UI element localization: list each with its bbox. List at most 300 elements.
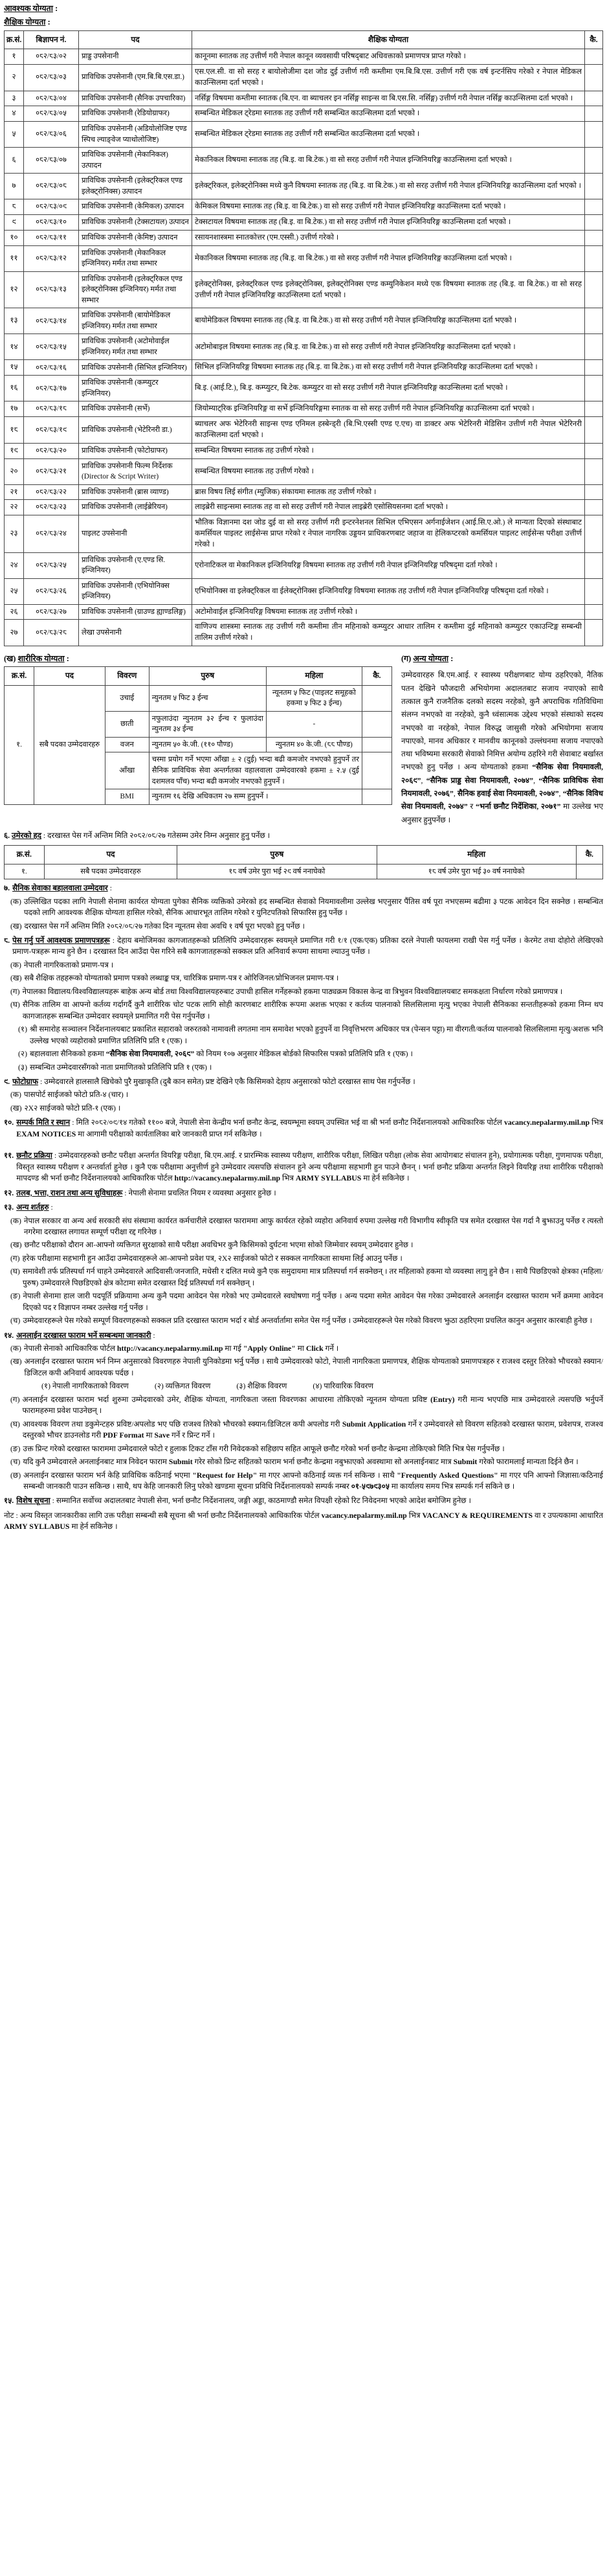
row-ad-no: ०८२/८३/१९ bbox=[24, 417, 79, 444]
other-qualification-column bbox=[401, 653, 603, 826]
list-item-marker: (ङ) bbox=[10, 1443, 21, 1453]
list-item bbox=[4, 1215, 603, 1238]
list-item bbox=[4, 973, 603, 984]
row-qualification: बायोमेडिकल विषयमा स्नातक तह (बि.इ. वा बि.टेक.) वा सो सरह उत्तीर्ण गरी नेपाल इन्जिनियरिङ्ग काउन्सिलमा दर्ता भएको । bbox=[192, 308, 585, 334]
row-qualification: एस.एल.सी. वा सो सरह र बायोलोजीमा दश जोड दुई उत्तीर्ण गरी कम्तीमा एम.बि.बि.एस. उत्तीर्ण गरी एक वर्ष इन्टर्नसिप गरेको र नेपाल मेडिकल काउन्सिलमा दर्ता भएको । bbox=[192, 64, 585, 91]
row-remarks bbox=[585, 271, 603, 308]
row-sn: १८ bbox=[5, 417, 24, 444]
row-remarks bbox=[585, 401, 603, 417]
row-sn: १४ bbox=[5, 334, 24, 360]
other-terms-heading bbox=[4, 1202, 603, 1213]
row-qualification: सम्बन्धित मेडिकल ट्रेडमा स्नातक तह उत्तीर्ण गरी सम्बन्धित काउन्सिलमा दर्ता भएको । bbox=[192, 122, 585, 148]
table-row bbox=[5, 271, 603, 308]
serving-number: ७. bbox=[4, 883, 10, 893]
row-qualification: टेक्सटायल विषयमा स्नातक तह (बि.इ. वा बि.टेक.) वा सो सरह उत्तीर्ण गरी नेपाल इन्जिनियरिङ्ग काउन्सिलमा दर्ता भएको । bbox=[192, 215, 585, 231]
table-row bbox=[5, 417, 603, 444]
other-terms-title: अन्य शर्तहरु bbox=[16, 1203, 49, 1212]
list-item bbox=[4, 1419, 603, 1441]
contact-title: सम्पर्क मिति र स्थान bbox=[16, 1118, 71, 1127]
phys-male: न्युनतम ५० के.जी. (११० पौण्ड) bbox=[149, 737, 266, 752]
educational-qualification-heading bbox=[4, 16, 603, 28]
table-row bbox=[5, 401, 603, 417]
list-item bbox=[4, 1470, 603, 1493]
table-row bbox=[5, 443, 603, 458]
row-ad-no: ०८२/८३/०२ bbox=[24, 49, 79, 65]
list-item-text: उक्त प्रिन्ट गरेको दरखास्त फाराममा उम्मेदवारले फोटो र हुलाक टिकट टाँस गरी निवेदकको सहिछाप सहित आफूले छनौट गरेको भर्ना छनौट केन्द्रमा तोकिएको मिति भित्र पेस गर्नुपर्नेछ । bbox=[23, 1443, 505, 1453]
row-ad-no: ०८२/८३/०६ bbox=[24, 122, 79, 148]
age-row-sn: १. bbox=[5, 864, 45, 879]
row-sn: ५ bbox=[5, 122, 24, 148]
col-sn: क्र.सं. bbox=[5, 846, 45, 864]
vacancy-requirements-link[interactable]: VACANCY & REQUIREMENTS bbox=[422, 1510, 533, 1520]
physical-title: शारीरिक योग्यता bbox=[17, 654, 65, 664]
list-item-marker: (क) bbox=[10, 896, 21, 906]
row-remarks bbox=[585, 360, 603, 376]
row-remarks bbox=[585, 199, 603, 215]
other-colon: : bbox=[448, 654, 454, 664]
segment-pre: यदि कुनै उम्मेदवारले अनलाईनबाट मात्र निवेदन फाराम bbox=[23, 1457, 169, 1467]
row-post: प्राविधिक उपसेनानी (एम.बि.बि.एस.डा.) bbox=[79, 64, 192, 91]
segment-mid2: मा गएर पनि आफ्नो जिज्ञासा/कठिनाई सम्बन्धी जानकारी पाउन सकिन्छ । साथै, थप केहि जानकारी लिनु परेको खण्डमा सूचना प्रविधि निर्देशनालयको सम्पर्क नम्बर bbox=[23, 1470, 603, 1491]
army-syllabus-link[interactable]: ARMY SYLLABUS bbox=[295, 1173, 362, 1183]
row-sn: १५ bbox=[5, 360, 24, 376]
list-item bbox=[4, 986, 603, 997]
footer-note-post: मा हेर्न सकिनेछ । bbox=[69, 1522, 118, 1531]
click-label: Click bbox=[305, 1344, 324, 1353]
segment-bold: (Entry) bbox=[430, 1394, 455, 1404]
row-sn: २३ bbox=[5, 515, 24, 552]
special-notice-heading bbox=[4, 1495, 603, 1506]
list-item-marker: (ख) bbox=[10, 1103, 22, 1113]
col-description: विवरण bbox=[105, 667, 149, 685]
row-ad-no: ०८२/८३/०३ bbox=[24, 64, 79, 91]
online-kha-text: अनलाईन दरखास्त फाराम भर्न निम्न अनुसारको विवरणहरु नेपाली युनिकोडमा भर्नु पर्नेछ । साथै उम्मेदवारको फोटो, नेपाली नागरिकता प्रमाणपत्र, शैक्षिक योग्यताको प्रमाणपत्रहरु र राजश्व दस्तुर तिरेको भौचरको स्क्यान/डिजिटल कपी अनिवार्य आवश्यक पर्दछ । bbox=[24, 1357, 603, 1377]
serving-items-list bbox=[4, 896, 603, 932]
age-number: ६. bbox=[4, 830, 10, 840]
online-ka-mid: मा गई bbox=[223, 1344, 243, 1353]
physical-and-other-section bbox=[4, 653, 603, 826]
list-item-marker: (ग) bbox=[10, 1253, 20, 1263]
segment-mid2: मा bbox=[144, 1430, 155, 1440]
list-item bbox=[4, 1266, 603, 1289]
phys-remarks bbox=[362, 737, 392, 752]
row-qualification: केमिकल विषयमा स्नातक तह (बि.इ. वा बि.टेक.) वा सो सरह उत्तीर्ण गरी नेपाल इन्जिनियरिङ्ग काउन्सिलमा दर्ता भएको । bbox=[192, 199, 585, 215]
row-remarks bbox=[585, 64, 603, 91]
row-qualification: बि.इ. (आई.टि.), बि.इ. कम्प्युटर, बि.टेक. कम्प्युटर वा सो सरह उत्तीर्ण गरी नेपाल इन्जिनियरिङ्ग काउन्सिलमा दर्ता भएको । bbox=[192, 376, 585, 401]
online-colon: : bbox=[151, 1330, 155, 1340]
segment-pre: आवश्यक विवरण तथा डकुमेन्टहरु प्रविष्ट/अपलोड भए पछि राजश्व तिरेको भौचरको स्क्यान/डिजिटल कपी अपलोड गरी bbox=[22, 1419, 342, 1429]
row-sn: २५ bbox=[5, 578, 24, 604]
contact-part2: भित्र bbox=[590, 1118, 604, 1127]
list-item-text: पासपोर्ट साईजको फोटो प्रति-४ (चार) । bbox=[23, 1090, 129, 1100]
list-item bbox=[4, 1253, 603, 1264]
row-remarks bbox=[585, 122, 603, 148]
table-row bbox=[5, 334, 603, 360]
phys-post: सबै पदका उम्मेदवारहरु bbox=[34, 685, 105, 804]
row-post: प्राविधिक उपसेनानी फिल्म निर्देशक (Director & Script Writer) bbox=[79, 458, 192, 484]
row-post: प्राविधिक उपसेनानी (रेडियोग्राफर) bbox=[79, 106, 192, 122]
list-item-text bbox=[23, 1419, 603, 1441]
row-post: प्राविधिक उपसेनानी (मेकानिकल इन्जिनियर) मर्मत तथा सम्भार bbox=[79, 245, 192, 271]
list-item-text: दरखास्त पेस गर्ने अन्तिम मिति २०८२/०८/२७ गतेका दिन न्यूनतम सेवा अवधि १ वर्ष पूरा भएको हुनु पर्नेछ । bbox=[24, 921, 305, 931]
table-row bbox=[5, 376, 603, 401]
list-item bbox=[4, 896, 603, 919]
row-sn: २ bbox=[5, 64, 24, 91]
footer-note-mid: भित्र bbox=[406, 1510, 423, 1520]
row-remarks bbox=[585, 174, 603, 199]
age-title: उमेरको हद bbox=[12, 830, 41, 840]
physical-colon: : bbox=[64, 654, 69, 664]
documents-heading bbox=[4, 935, 603, 958]
row-sn: १३ bbox=[5, 308, 24, 334]
online-title: अनलाईन दरखास्त फाराम भर्ने सम्बन्धमा जानकारी bbox=[16, 1330, 151, 1340]
row-post: प्राविधिक उपसेनानी (बायोमेडिकल इन्जिनियर) मर्मत तथा सम्भार bbox=[79, 308, 192, 334]
contact-part1: : मिति २०८२/०९/१४ गतेको ११०० बजे, नेपाली सेना केन्द्रीय भर्ना छनौट केन्द्र, स्वयम्भूमा स्वयम् उपस्थित भई वा श्री भर्ना छनौट निर्देशनालयको आधिकारिक पोर्टल bbox=[70, 1118, 504, 1127]
table-row bbox=[5, 199, 603, 215]
row-ad-no: ०८२/८३/२४ bbox=[24, 515, 79, 552]
row-qualification: मेकानिकल विषयमा स्नातक तह (बि.इ. वा बि.टेक.) वा सो सरह उत्तीर्ण गरी नेपाल इन्जिनियरिङ्ग काउन्सिलमा दर्ता भएको । bbox=[192, 148, 585, 174]
online-item-kha bbox=[4, 1356, 603, 1379]
row-remarks bbox=[585, 458, 603, 484]
row-post: प्राविधिक उपसेनानी (इलेक्ट्रिकल एण्ड इलेक्ट्रोनिक्स) उत्पादन bbox=[79, 174, 192, 199]
row-sn: ७ bbox=[5, 174, 24, 199]
row-ad-no: ०८२/८३/०५ bbox=[24, 106, 79, 122]
row-ad-no: ०८२/८३/०८ bbox=[24, 174, 79, 199]
list-item-text: उम्मेदवारहरूले पेस गरेको सम्पूर्ण विवरणहरूको सक्कल प्रति दरखास्त फाराम भर्दा र बोर्ड अन्तर्वार्तामा समेत पेस गर्नु पर्नेछ । उम्मेदवारहरूले पेस गरेको विवरण झुठा ठहरिएमा प्रचलित कानुन अनुसार कारबाही हुनेछ । bbox=[23, 1316, 593, 1326]
documents-lead: : देहाय बमोजिमका कागजातहरूको प्रतिलिपि उम्मेदवारहरू स्वयम्‌ले प्रमाणित गरी १/१ (एक/एक) प्रतिका दरले नेपाली फायलमा राखी पेस गर्नु पर्नेछ । केरमेट तथा दोहोरो लेखिएको प्रमाण-पत्रहरू मान्य हुने छैन । दरखास्त दिन आउँदा पेस गरिने सबै कागजातहरूको सक्कल प्रति अनिवार्य रूपमा साथमा ल्याउनु पर्नेछ । bbox=[12, 935, 603, 956]
list-item-text bbox=[23, 1456, 603, 1467]
documents-subitems-list bbox=[4, 1024, 603, 1073]
phys-remarks bbox=[362, 789, 392, 805]
selection-part2: भित्र bbox=[280, 1173, 296, 1183]
footer-portal-url[interactable]: vacancy.nepalarmy.mil.np bbox=[321, 1510, 407, 1520]
row-remarks bbox=[585, 334, 603, 360]
phys-female: न्युनतम ४० के.जी. (८८ पौण्ड) bbox=[266, 737, 362, 752]
footer-note bbox=[4, 1510, 603, 1533]
row-qualification: मेकानिकल विषयमा स्नातक तह (बि.इ. वा बि.टेक.) वा सो सरह उत्तीर्ण गरी नेपाल इन्जिनियरिङ्ग काउन्सिलमा दर्ता भएको । bbox=[192, 245, 585, 271]
list-item-marker: (घ) bbox=[10, 1000, 20, 1010]
row-remarks bbox=[585, 515, 603, 552]
row-qualification: वाणिज्य शास्त्रमा स्नातक तह उत्तीर्ण गरी कम्तीमा तीन महिनाको कम्प्युटर आधार तालिम र कम्तीमा दुई महिनाको कम्प्युटर एकाउन्टिङ्ग सम्बन्धी तालिम उत्तीर्ण गरेको । bbox=[192, 620, 585, 646]
list-item-text bbox=[30, 1048, 603, 1059]
other-terms-colon: : bbox=[49, 1203, 53, 1212]
list-item bbox=[4, 960, 603, 971]
special-notice-text: : सम्मानित सर्वोच्च अदालतबाट नेपाली सेना, भर्ना छनौट निर्देशनालय, जङ्गी अड्डा, काठमाण्डौ समेत विपक्षी रहेको रिट निवेदनमा भएको आदेश बमोजिम हुनेछ । bbox=[50, 1496, 471, 1506]
row-sn: १२ bbox=[5, 271, 24, 308]
selection-number: ११. bbox=[4, 1151, 14, 1160]
table-row bbox=[5, 106, 603, 122]
list-item-text: सबै शैक्षिक तहहरूको योग्यताको प्रमाण पत्रको लब्धाङ्क पत्र, चारित्रिक प्रमाण-पत्र र ओरिजिनल/प्रोभिजनल प्रमाण-पत्र । bbox=[24, 973, 339, 983]
col-sn: क्र.सं. bbox=[5, 667, 34, 685]
row-ad-no: ०८२/८३/०९ bbox=[24, 199, 79, 215]
list-item-marker: (क) bbox=[10, 1090, 21, 1100]
phys-remarks bbox=[362, 685, 392, 711]
list-item-text: समावेशी तर्फ प्रतिस्पर्धा गर्न चाहने उम्मेदवारले आदिवासी/जनजाति, मधेसी र दलित मध्ये कुनै एक समुदायमा मात्र प्रतिस्पर्धा गर्न सक्नेछन् । तर महिलाको हकमा यो व्यवस्था लागु हुने छैन । साथै पिछडिएको क्षेत्रका (महिला/पुरुष) उम्मेदवारले पिछडिएको क्षेत्र कोटामा समेत दरखास्त दिई प्रतिस्पर्धा गर्न सक्नेछन् । bbox=[22, 1267, 603, 1287]
list-item-marker: (२) bbox=[18, 1049, 27, 1059]
segment-pre: अनलाईन दरखास्त फाराम भर्दा शुरुमा उम्मेदवारको उमेर, शैक्षिक योग्यता, नागरिकता जस्ता विवरणका आधारमा तोकिएको न्यूनतम योग्यता प्रविष्ट bbox=[22, 1394, 431, 1404]
education-table-body bbox=[5, 49, 603, 646]
list-item-text: हरेक परीक्षामा सहभागी हुन आउँदा उम्मेदवारहरूले आ-आफ्नो प्रवेश पत्र, २X२ साईजको फोटो र सक्कल नागरिकता साथमा लिई आउनु पर्नेछ । bbox=[22, 1253, 403, 1263]
row-remarks bbox=[585, 620, 603, 646]
row-remarks bbox=[585, 215, 603, 231]
online-portal-url[interactable]: http://vacancy.nepalarmy.mil.np bbox=[116, 1344, 223, 1353]
row-ad-no: ०८२/८३/१२ bbox=[24, 245, 79, 271]
row-qualification: सम्बन्धित मेडिकल ट्रेडमा स्नातक तह उत्तीर्ण गरी सम्बन्धित काउन्सिलमा दर्ता भएको । bbox=[192, 106, 585, 122]
list-item-marker: (ङ) bbox=[10, 1291, 21, 1301]
rule-technical-service-2076: “सैनिक प्राविधिक सेवा नियमावली, २०७६” bbox=[401, 775, 604, 798]
list-item bbox=[4, 1239, 603, 1250]
row-qualification: अटोमोवाईल इन्जिनियरिङ्ग विषयमा स्नातक तह उत्तीर्ण गरेको । bbox=[192, 604, 585, 620]
online-item-ka bbox=[4, 1343, 603, 1354]
online-form-detail-item: (२) व्यक्तिगत विवरण bbox=[154, 1381, 211, 1391]
serving-candidates-heading bbox=[4, 883, 603, 894]
list-item-text: श्री समारोह सञ्चालन निर्देशनालयबाट प्रकाशित सहाराको जरुरतको नामावली लगतमा नाम समावेश भएको हुनुपर्ने वा निवृत्तिभरण अधिकार पत्र (पेन्सन पट्टा) मा वीरगती/कर्तव्य पालनाको सिलसिलामा मृत्यु/अशक्त भनि उल्लेख भएको व्यहोराको प्रमाणित प्रतिलिपि प्रति १ (एक) । bbox=[30, 1024, 603, 1045]
row-qualification: इलेक्ट्रोनिक्स, इलेक्ट्रिकल एण्ड इलेक्ट्रोनिक्स, इलेक्ट्रोनिक्स एण्ड कम्युनिकेशन मध्ये एक विषयमा स्नातक तह (बि.इ. वा बि.टेक.) वा सो सरह उत्तीर्ण गरी नेपाल इन्जिनियरिङ्ग काउन्सिलमा दर्ता भएको । bbox=[192, 271, 585, 308]
list-item-marker: (ग) bbox=[10, 986, 20, 996]
segment-pre: अनलाईन दरखास्त फाराम भर्न केहि प्राविधिक कठिनाई भएमा bbox=[23, 1470, 193, 1480]
row-qualification: एभियोनिक्स वा इलेक्ट्रिकल वा ईलेक्ट्रोनिक्स इन्जिनियरिङ्ग विषयमा स्नातक तह उत्तीर्ण गरी नेपाल इन्जिनियरिङ्ग परिषद्‌मा दर्ता गरेको । bbox=[192, 578, 585, 604]
list-item-marker: (१) bbox=[18, 1024, 27, 1034]
list-item-marker: (च) bbox=[10, 1316, 21, 1326]
table-header-row bbox=[5, 30, 603, 49]
segment-bold: “सैनिक सेवा नियमावली, २०६९” bbox=[105, 1049, 195, 1059]
online-items2-list bbox=[4, 1394, 603, 1493]
row-post: प्राविधिक उपसेनानी (मेकानिकल) उत्पादन bbox=[79, 148, 192, 174]
row-ad-no: ०८२/८३/२५ bbox=[24, 552, 79, 578]
list-item-marker: (घ) bbox=[10, 1419, 20, 1429]
row-post: प्राड्ड उपसेनानी bbox=[79, 49, 192, 65]
table-row bbox=[5, 864, 603, 879]
col-qualification: शैक्षिक योग्यता bbox=[192, 30, 585, 49]
row-ad-no: ०८२/८३/२३ bbox=[24, 500, 79, 515]
row-post: प्राविधिक उपसेनानी (केमिष्ट) उत्पादन bbox=[79, 230, 192, 245]
education-qualification-table bbox=[4, 30, 603, 646]
list-item-marker: (क) bbox=[10, 1215, 21, 1225]
other-text-part1: उम्मेदवारहरु बि.एम.आई. र स्वास्थ्य परीक्षणबाट योग्य ठहरिएको, नैतिक पतन देखिने फौजदारी अभियोगमा अदालतबाट सजाय नपाएको साथै तत्काल कुनै राजनैतिक दलको सदस्य नरहेको, कुनै अपराधिक गतिविधिमा संलग्न नभएको वा नरहेको, कुनै ध्वंसात्मक उद्देश्य भएको संस्थाको सदस्य नभएको वा नरहेको, नेपाल विरुद्ध जासुसी गरेको अभियोगमा सजाय नपाएको, मानव अधिकार र मानवीय कानूनको उल्लंघनमा सजाय नपाएको तथा भविष्यमा सरकारी सेवाको निमित्त अयोग्य ठहरिने गरी सेवाबाट बर्खास्त नभएको हुनु पर्नेछ । अन्य योग्यताको हकमा bbox=[401, 670, 603, 772]
row-post: प्राविधिक उपसेनानी (टेक्सटायल) उत्पादन bbox=[79, 215, 192, 231]
col-post: पद bbox=[79, 30, 192, 49]
age-limit-table bbox=[4, 845, 603, 879]
contact-exam-notices-link[interactable]: EXAM NOTICES bbox=[16, 1129, 76, 1138]
table-row bbox=[5, 458, 603, 484]
age-limit-section-heading bbox=[4, 830, 603, 841]
table-row bbox=[5, 484, 603, 500]
row-sn: ८ bbox=[5, 199, 24, 215]
list-item-text bbox=[23, 1394, 604, 1417]
col-female: महिला bbox=[266, 667, 362, 685]
footer-note-pre: नोट : अन्य विस्तृत जानकारीका लागि उक्त परीक्षा सम्बन्धी सबै सूचना श्री भर्ना छनौट निर्देशनालयको आधिकारिक पोर्टल bbox=[4, 1510, 322, 1520]
col-female: महिला bbox=[377, 846, 576, 864]
row-post: प्राविधिक उपसेनानी (ए.एण्ड सि. इन्जिनियर) bbox=[79, 552, 192, 578]
segment-post: गरेको फारामलाई मान्यता दिईने छैन । bbox=[477, 1457, 579, 1467]
list-item-text: उल्लिखित पदका लागि नेपाली सेनामा कार्यरत योग्यता पुगेका सैनिक व्यक्तिको उमेरको हद सम्बन्धित सेवाको नियमावलीमा उल्लेख भएनुसार पैंतिस वर्ष पूरा नभएसम्म बढीमा ३ पटक आवेदन दिन सक्नेछ । सम्बन्धित पदको लागि आवश्यक शैक्षिक योग्यता हासिल गरेको, सैनिक आधारभूत तालिम गरेको र युनिटपतिको सिफारिस हुनु पर्नेछ । bbox=[23, 896, 603, 918]
row-remarks bbox=[585, 230, 603, 245]
segment-pre: बहालवाला सैनिकको हकमा bbox=[30, 1049, 106, 1059]
col-remarks: कै. bbox=[576, 846, 602, 864]
salary-title: तलब, भत्ता, राशन तथा अन्य सुविधाहरू bbox=[16, 1188, 123, 1197]
segment-post: गर्ने र प्रिन्ट गर्ने । bbox=[170, 1430, 215, 1440]
segment-bold3: Save bbox=[154, 1430, 170, 1440]
row-sn: ९ bbox=[5, 215, 24, 231]
segment-post: गरी मान्य भएपछि मात्र उम्मेदवारले त्यसपछि भर्नुपर्ने फारामहरुमा प्रवेश पाउनेछन् । bbox=[22, 1394, 603, 1416]
table-row bbox=[5, 245, 603, 271]
list-item-text: नेपाली नागरिकताको प्रमाण-पत्र । bbox=[23, 960, 114, 969]
selection-part1: : उम्मेदवारहरुको छनौट परीक्षा अन्तर्गत वियरिङ्ग परीक्षा, बि.एम.आई. र प्रारम्भिक स्वास्थ्य परीक्षण, शारीरिक परीक्षा, लिखित परीक्षा (लोक सेवा आयोगबाट संचालन हुने), प्रयोगात्मक परीक्षा, गुणमापक परीक्षा, विस्तृत स्वास्थ्य परीक्षण र अन्तर्वार्ता हुनेछ । कुनै एक परीक्षामा अनुत्तीर्ण हुने उम्मेदवार त्यसपछि संचालन हुने अन्य परीक्षामा सहभागी हुन पाउने छैनन् । भर्ना छनौट प्रक्रिया अन्तर्गत लिइने वियरिङ्ग तथा शारीरिक परीक्षाको मापदण्ड श्री भर्ना छनौट निर्देशनालयको आधिकारिक पोर्टल bbox=[16, 1151, 603, 1183]
row-remarks bbox=[585, 148, 603, 174]
row-post: लेखा उपसेनानी bbox=[79, 620, 192, 646]
table-row bbox=[5, 174, 603, 199]
list-item bbox=[4, 1089, 603, 1100]
list-item-text: छनौट परीक्षाको दौरान आ-आफ्नो व्यक्तिगत सुरक्षाको साथै परीक्षा अवधिभर कुनै किसिमको दुर्घटना भएमा सोको जिम्मेवार स्वयम् उम्मेदवार हुनेछ । bbox=[24, 1240, 414, 1250]
table-row bbox=[5, 620, 603, 646]
segment-mid: गरेर सोको प्रिन्ट सहितको फाराम भर्ना छनौट केन्द्रमा नबुझाएको अवस्थामा सो अनलाईनबाट मात्र bbox=[192, 1457, 454, 1467]
col-male: पुरुष bbox=[177, 846, 377, 864]
row-ad-no: ०८२/८३/२१ bbox=[24, 458, 79, 484]
footer-note-mid2: वा र उपत्यकामा आधारित bbox=[533, 1510, 603, 1520]
row-sn: ६ bbox=[5, 148, 24, 174]
online-form-detail-item: (४) पारिवारिक विवरण bbox=[313, 1381, 374, 1391]
row-ad-no: ०८२/८३/११ bbox=[24, 230, 79, 245]
segment-bold: Submit bbox=[168, 1457, 193, 1467]
phys-desc: छाती bbox=[105, 711, 149, 737]
segment-bold: Submit Application bbox=[342, 1419, 406, 1429]
table-row bbox=[5, 49, 603, 65]
list-item-text: नेपाल सरकार वा अन्य अर्ध सरकारी संघ संस्थामा कार्यरत कर्मचारीले दरखास्त फाराममा आफु कार्यरत रहेको व्यहोरा अनिवार्य रुपमा उल्लेख गरी विभागीय स्वीकृति पत्र समेत दरखास्त पेस गर्दा नै बुझाउनु पर्नेछ र त्यस्तो नगरेमा दरखास्त लगायत सम्पूर्ण परीक्षा रद्द गरिनेछ । bbox=[23, 1215, 603, 1236]
photograph-lead: : उम्मेदवारले हालसालै खिचेको पुरै मुखाकृति (दुबै कान समेत) प्रष्ट देखिने एकै किसिमको देहाय अनुसारको फोटो दरखास्त साथ पेस गर्नुपर्नेछ । bbox=[38, 1076, 415, 1086]
list-item bbox=[4, 1024, 603, 1046]
table-row bbox=[5, 215, 603, 231]
documents-number: ८. bbox=[4, 935, 10, 945]
contact-heading bbox=[4, 1117, 603, 1140]
rule-recruitment-guideline-2071: “भर्ना छनौट निर्देशिका, २०७१” bbox=[476, 802, 561, 811]
row-post: प्राविधिक उपसेनानी (लाईब्रेरियन) bbox=[79, 500, 192, 515]
other-terms-items-list bbox=[4, 1215, 603, 1327]
list-item-marker: (ख) bbox=[10, 973, 22, 983]
row-post: प्राविधिक उपसेनानी (अटोमोवाईल इन्जिनियर) मर्मत तथा सम्भार bbox=[79, 334, 192, 360]
apply-online-button-label[interactable]: "Apply Online" bbox=[243, 1344, 296, 1353]
contact-part3: मा आगामी परीक्षाको कार्यतालिका बारे जानकारी प्राप्त गर्न सकिनेछ । bbox=[76, 1129, 262, 1138]
phys-value-both: चस्मा प्रयोग गर्ने भएमा आँखा ± २ (दुई) भन्दा बढी कमजोर नभएको हुनुपर्ने तर सैनिक प्राविधिक सेवा अन्तर्गतका वहालवाला उम्मेदवारको हकमा ± २.५ (दुई दशमलव पाँच) भन्दा बढी कमजोर नभएको हुनुपर्ने । bbox=[149, 752, 362, 789]
rule-legal-service-2074: “सैनिक प्राड्ड सेवा नियमावली, २०७४” bbox=[426, 775, 534, 785]
table-row bbox=[5, 552, 603, 578]
other-qualification-heading bbox=[401, 653, 603, 664]
selection-process-heading bbox=[4, 1150, 603, 1184]
list-item bbox=[4, 921, 603, 932]
phys-desc: वजन bbox=[105, 737, 149, 752]
selection-part3: मा हेर्न सकिनेछ । bbox=[361, 1173, 410, 1183]
row-qualification: सिभिल इन्जिनियरिङ्ग विषयमा स्नातक तह (बि.इ. वा बि.टेक.) वा सो सरह उत्तीर्ण गरी नेपाल इन्जिनियरिङ्ग काउन्सिलमा दर्ता भएको । bbox=[192, 360, 585, 376]
physical-label: (ख) bbox=[4, 654, 16, 664]
other-terms-number: १३. bbox=[4, 1203, 14, 1212]
phys-remarks bbox=[362, 752, 392, 789]
row-qualification: लाइब्रेरी साइन्समा स्नातक तह वा सो सरह उत्तीर्ण गरी नेपाल लाइब्रेरी एसोसियसनमा दर्ता भएको । bbox=[192, 500, 585, 515]
list-item bbox=[4, 1291, 603, 1313]
online-form-detail-list bbox=[4, 1381, 603, 1392]
rule-misc-service-2074: “सैनिक विविध सेवा नियमावली, २०७४” bbox=[401, 788, 603, 811]
online-ka-pre: नेपाली सेनाको आधिकारिक पोर्टल bbox=[23, 1344, 117, 1353]
phys-value-both: न्युनतम १६ देखि अधिकतम २७ सम्म हुनुपर्ने । bbox=[149, 789, 362, 805]
salary-heading bbox=[4, 1188, 603, 1199]
row-ad-no: ०८२/८३/२० bbox=[24, 443, 79, 458]
salary-number: १२. bbox=[4, 1188, 14, 1197]
row-sn: १६ bbox=[5, 376, 24, 401]
selection-title: छनौट प्रक्रिया bbox=[16, 1151, 52, 1160]
row-sn: २७ bbox=[5, 620, 24, 646]
row-ad-no: ०८२/८३/१६ bbox=[24, 360, 79, 376]
row-post: प्राविधिक उपसेनानी (सिभिल इन्जिनियर) bbox=[79, 360, 192, 376]
online-kha-marker: (ख) bbox=[10, 1357, 22, 1366]
row-ad-no: ०८२/८३/२८ bbox=[24, 620, 79, 646]
row-qualification: कानूनमा स्नातक तह उत्तीर्ण गरी नेपाल कानून व्यवसायी परिषद्‌बाट अधिवक्ताको प्रमाणपत्र प्राप्त गरेको । bbox=[192, 49, 585, 65]
row-ad-no: ०८२/८३/१३ bbox=[24, 271, 79, 308]
row-post: प्राविधिक उपसेनानी (एभियोनिक्स इन्जिनियर) bbox=[79, 578, 192, 604]
row-qualification: सम्बन्धित विषयमा स्नातक तह उत्तीर्ण गरेको । bbox=[192, 458, 585, 484]
contact-number: १०. bbox=[4, 1118, 14, 1127]
list-item-marker: (घ) bbox=[10, 1267, 20, 1276]
serving-title: सैनिक सेवाका बहालवाला उम्मेदवार bbox=[12, 883, 108, 893]
row-remarks bbox=[585, 484, 603, 500]
row-remarks bbox=[585, 500, 603, 515]
col-post: पद bbox=[34, 667, 105, 685]
selection-portal-url[interactable]: http://vacancy.nepalarmy.mil.np bbox=[174, 1173, 281, 1183]
row-sn: २२ bbox=[5, 500, 24, 515]
row-sn: २० bbox=[5, 458, 24, 484]
online-ka-mid2: मा bbox=[295, 1344, 306, 1353]
special-notice-number: १५. bbox=[4, 1496, 14, 1506]
required-qualification-colon: : bbox=[52, 4, 58, 13]
row-qualification: एरोनाटिकल वा मेकानिकल इन्जिनियरिङ्ग विषयमा स्नातक तह उत्तीर्ण गरी नेपाल इन्जिनियरिङ्ग परिषद्‌मा दर्ता गरेको । bbox=[192, 552, 585, 578]
row-post: प्राविधिक उपसेनानी (अडियोलोजिष्ट एण्ड स्पिच ल्याङ्‌वेज प्याथोलोजिष्ट) bbox=[79, 122, 192, 148]
row-post: प्राविधिक उपसेनानी (भेटेरिनरी डा.) bbox=[79, 417, 192, 444]
list-item-text: नेपाली सेनामा हाल जारी पदपूर्ति प्रक्रियामा अन्य कुनै पदमा आवेदन पेस गरेको भए उम्मेदवारले स्वघोषणा गर्नु पर्नेछ । अन्य पदमा समेत आवेदन पेस गरेका उम्मेदवारले अनलाईन दरखास्त फाराम भर्ने क्रममा आवेदन दिएको पद र विज्ञापन नम्बर उल्लेख गर्नु पर्नेछ । bbox=[23, 1291, 603, 1312]
required-qualification-heading bbox=[4, 3, 603, 14]
row-sn: १० bbox=[5, 230, 24, 245]
phys-male: नफुलाउंदा न्युनतम ३२ ईन्च र फुलाउंदा न्युनतम ३४ ईन्च bbox=[149, 711, 266, 737]
phys-female: न्यूनतम ५ फिट (पाइलट समूहको हकमा ५ फिट ३ ईन्च) bbox=[266, 685, 362, 711]
table-row bbox=[5, 308, 603, 334]
rule-air-service-2074: सैनिक हवाई सेवा नियमावली, २०७४” bbox=[458, 788, 559, 798]
table-header-row bbox=[5, 846, 603, 864]
row-ad-no: ०८२/८३/०४ bbox=[24, 91, 79, 106]
list-item bbox=[4, 1456, 603, 1467]
physical-qualification-heading bbox=[4, 653, 392, 664]
segment-mid: गर्ने र उम्मेदवारले सो विवरण सहितको दरखास्त फाराम, प्रवेशपत्र, राजश्व दस्तुरको भौचर डाउनलोड गरी bbox=[22, 1419, 603, 1440]
list-item-text bbox=[23, 1470, 603, 1493]
row-qualification: भौतिक विज्ञानमा दश जोड दुई वा सो सरह उत्तीर्ण गरी इन्टरनेशनल सिभिल एभिएसन अर्गनाईजेशन (आई.सि.ए.ओ.) ले मान्यता दिएको संस्थाबाट कमर्सियल पाइलट लाईसेन्स प्राप्त गरेको र नेपाल नागरिक उड्डयन प्राधिकरणबाट जहाज वा हेलिकप्टरको कमर्सियल पाइलट लाईसेन्स परीक्षा उत्तीर्ण गरेको । bbox=[192, 515, 585, 552]
segment-bold2: PDF Format bbox=[103, 1430, 144, 1440]
list-item bbox=[4, 1315, 603, 1326]
online-form-detail-item: (३) शैक्षिक विवरण bbox=[236, 1381, 287, 1391]
online-number: १४. bbox=[4, 1330, 14, 1340]
age-row-male: १८ वर्ष उमेर पुरा भई २९ वर्ष ननाघेको bbox=[177, 864, 377, 879]
sep-1: , bbox=[421, 775, 426, 785]
row-sn: १७ bbox=[5, 401, 24, 417]
row-ad-no: ०८२/८३/०७ bbox=[24, 148, 79, 174]
rule-military-service-2069: “सैनिक सेवा नियमावली, २०६९” bbox=[401, 762, 603, 785]
age-row-female: १८ वर्ष उमेर पुरा भई ३० वर्ष ननाघेको bbox=[377, 864, 576, 879]
row-post: प्राविधिक उपसेनानी (केमिकल) उत्पादन bbox=[79, 199, 192, 215]
table-row bbox=[5, 578, 603, 604]
army-syllabus-footer-link[interactable]: ARMY SYLLABUS bbox=[4, 1522, 70, 1531]
row-post: प्राविधिक उपसेनानी (सैनिक उपचारिका) bbox=[79, 91, 192, 106]
phys-desc: BMI bbox=[105, 789, 149, 805]
online-application-heading bbox=[4, 1330, 603, 1341]
photograph-number: ९. bbox=[4, 1076, 10, 1086]
contact-portal-url[interactable]: vacancy.nepalarmy.mil.np bbox=[503, 1118, 590, 1127]
segment-post: को नियम १०७ अनुसार मेडिकल बोर्डको सिफारिस पत्रको प्रतिलिपि प्रति १ (एक) । bbox=[194, 1049, 413, 1059]
col-ad-no: बिज्ञापन नं. bbox=[24, 30, 79, 49]
col-remarks: कै. bbox=[585, 30, 603, 49]
